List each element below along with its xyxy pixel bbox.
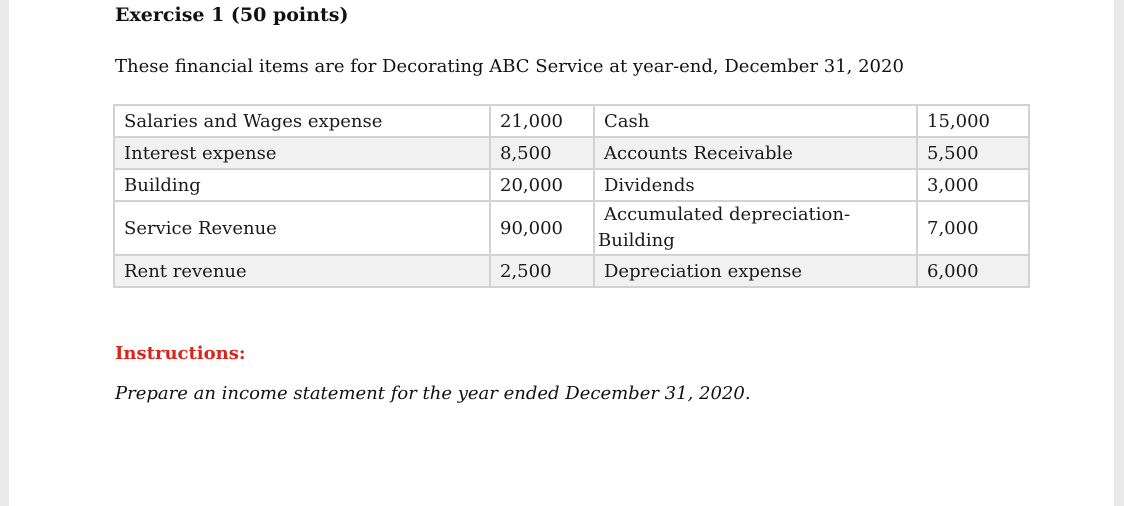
instructions-text: Prepare an income statement for the year ended December 31, 2020. [115,383,751,404]
item-label [594,201,917,255]
item-label: Cash [594,105,917,137]
item-label-multiline [598,202,907,254]
item-value: 90,000 [490,201,594,255]
item-label: Dividends [594,169,917,201]
item-value: 3,000 [917,169,1029,201]
item-value: 8,500 [490,137,594,169]
exercise-intro: These financial items are for Decorating ABC Service at year-end, December 31, 2020 [115,56,904,77]
item-label: Depreciation expense [594,255,917,287]
item-label: Accounts Receivable [594,137,917,169]
item-value: 6,000 [917,255,1029,287]
table-row [114,105,1029,137]
document-page [9,0,1114,506]
item-label: Building [114,169,490,201]
exercise-title: Exercise 1 (50 points) [115,4,349,26]
instructions-heading: Instructions: [115,343,246,364]
item-value: 21,000 [490,105,594,137]
item-value: 15,000 [917,105,1029,137]
item-value: 2,500 [490,255,594,287]
item-label-line: Accumulated depreciation- [604,204,851,225]
item-value: 5,500 [917,137,1029,169]
table-row [114,169,1029,201]
item-label: Service Revenue [114,201,490,255]
table-row [114,255,1029,287]
financial-items-table [113,104,1030,288]
table-row [114,201,1029,255]
item-label: Interest expense [114,137,490,169]
item-label: Salaries and Wages expense [114,105,490,137]
item-label-line: Building [598,230,675,251]
item-label: Rent revenue [114,255,490,287]
item-value: 7,000 [917,201,1029,255]
table-row [114,137,1029,169]
item-value: 20,000 [490,169,594,201]
